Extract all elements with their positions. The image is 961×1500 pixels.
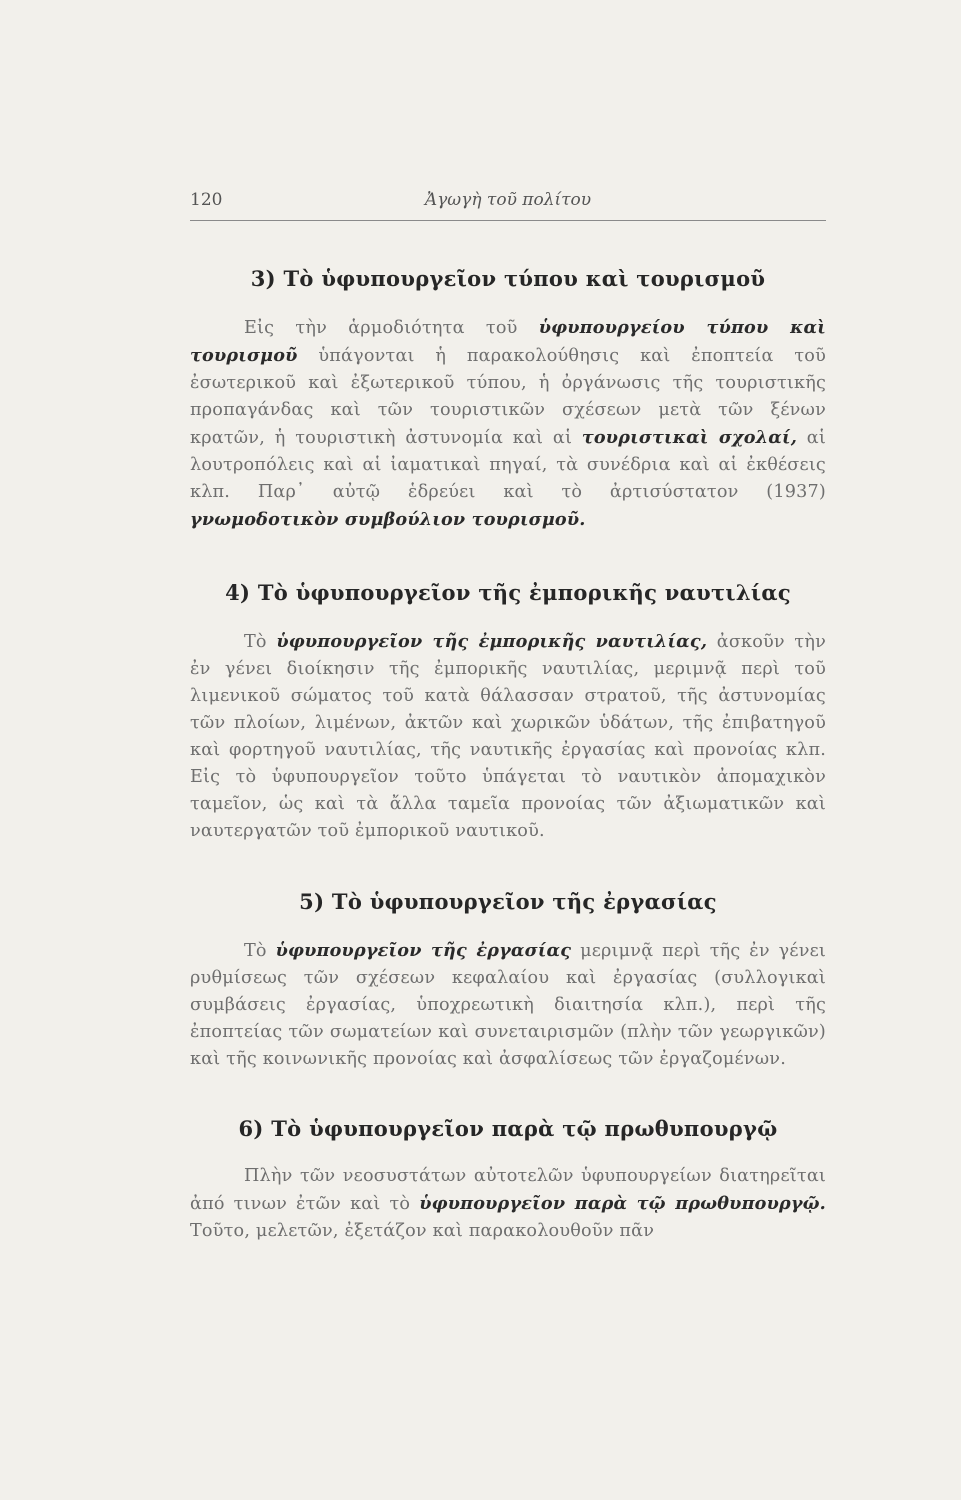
- emphasis-term: ὑφυπουργεῖον τῆς ἐμπορικῆς ναυτιλίας,: [276, 631, 708, 652]
- section-heading-4: 4) Τὸ ὑφυπουργεῖον τῆς ἐμπορικῆς ναυτιλίας: [225, 580, 791, 605]
- running-title: Ἀγωγὴ τοῦ πολίτου: [424, 190, 592, 210]
- section-paragraph-4: [190, 628, 826, 845]
- paragraph-text: μεριμνᾷ περὶ τῆς ἐν γένει ρυθμίσεως τῶν σχέσεων κεφαλαίου καὶ ἐργασίας (συλλογικαὶ συμβάσεις ἐργασίας, ὑποχρεωτικὴ διαιτησία κλπ.), περὶ τῆς ἐποπτείας τῶν σωματείων καὶ συνεταιρισμῶν (πλὴν τῶν γεωργικῶν) καὶ τῆς κοινωνικῆς προνοίας καὶ ἀσφαλίσεως τῶν ἐργαζομένων.: [190, 941, 826, 1069]
- emphasis-term: γνωμοδοτικὸν συμβούλιον τουρισμοῦ.: [190, 509, 586, 530]
- paragraph-text: ἀσκοῦν τὴν ἐν γένει διοίκησιν τῆς ἐμπορικῆς ναυτιλίας, μεριμνᾷ περὶ τοῦ λιμενικοῦ σώματος τοῦ κατὰ θάλασσαν στρατοῦ, τῆς ἀστυνομίας τῶν πλοίων, λιμένων, ἀκτῶν καὶ χωρικῶν ὑδάτων, τῆς ἐπιβατηγοῦ καὶ φορτηγοῦ ναυτιλίας, τῆς ναυτικῆς ἐργασίας καὶ προνοίας κλπ. Εἰς τὸ ὑφυπουργεῖον τοῦτο ὑπάγεται τὸ ναυτικὸν ἀπομαχικὸν ταμεῖον, ὡς καὶ τὰ ἄλλα ταμεῖα προνοίας τῶν ἀξιωματικῶν καὶ ναυτεργατῶν τοῦ ἐμπορικοῦ ναυτικοῦ.: [190, 632, 826, 841]
- paragraph-text: Τὸ: [244, 941, 276, 961]
- page-body: [190, 262, 826, 1245]
- paragraph-text: Τὸ: [244, 632, 277, 652]
- paragraph-text: Τοῦτο, μελετῶν, ἐξετάζον καὶ παρακολουθοῦν πᾶν: [190, 1221, 655, 1241]
- page-number: 120: [190, 190, 223, 210]
- emphasis-term: ὑφυπουργεῖον παρὰ τῷ πρωθυπουργῷ.: [419, 1193, 826, 1214]
- emphasis-term: ὑφυπουργείου τύπου καὶ τουρισμοῦ: [190, 317, 827, 366]
- emphasis-term: ὑφυπουργεῖον τῆς ἐργασίας: [275, 940, 572, 961]
- section-paragraph-5: [190, 937, 826, 1073]
- section-heading-5: 5) Τὸ ὑφυπουργεῖον τῆς ἐργασίας: [299, 889, 717, 914]
- paragraph-text: αἱ λουτροπόλεις καὶ αἱ ἰαματικαὶ πηγαί, τὰ συνέδρια καὶ αἱ ἐκθέσεις κλπ. Παρ᾽ αὐτῷ ἑδρεύει καὶ τὸ ἀρτισύστατον (1937): [190, 428, 826, 502]
- section-heading-3: 3) Τὸ ὑφυπουργεῖον τύπου καὶ τουρισμοῦ: [250, 266, 766, 291]
- paragraph-text: ὑπάγονται ἡ παρακολούθησις καὶ ἐποπτεία τοῦ ἐσωτερικοῦ καὶ ἐξωτερικοῦ τύπου, ἡ ὀργάνωσις τῆς τουριστικῆς προπαγάνδας καὶ τῶν τουριστικῶν σχέσεων μετὰ τῶν ξένων κρατῶν, ἡ τουριστικὴ ἀστυνομία καὶ αἱ: [190, 346, 826, 448]
- page-header: [190, 186, 826, 221]
- section-heading-6: 6) Τὸ ὑφυπουργεῖον παρὰ τῷ πρωθυπουργῷ: [238, 1116, 778, 1141]
- emphasis-term: τουριστικαὶ σχολαί,: [581, 427, 798, 448]
- paragraph-text: Πλὴν τῶν νεοσυστάτων αὐτοτελῶν ὑφυπουργείων διατηρεῖται ἀπό τινων ἐτῶν καὶ τὸ: [190, 1166, 826, 1214]
- paragraph-text: Εἰς τὴν ἁρμοδιότητα τοῦ: [244, 318, 539, 338]
- section-paragraph-6: [190, 1163, 826, 1245]
- section-paragraph-3: [190, 314, 826, 534]
